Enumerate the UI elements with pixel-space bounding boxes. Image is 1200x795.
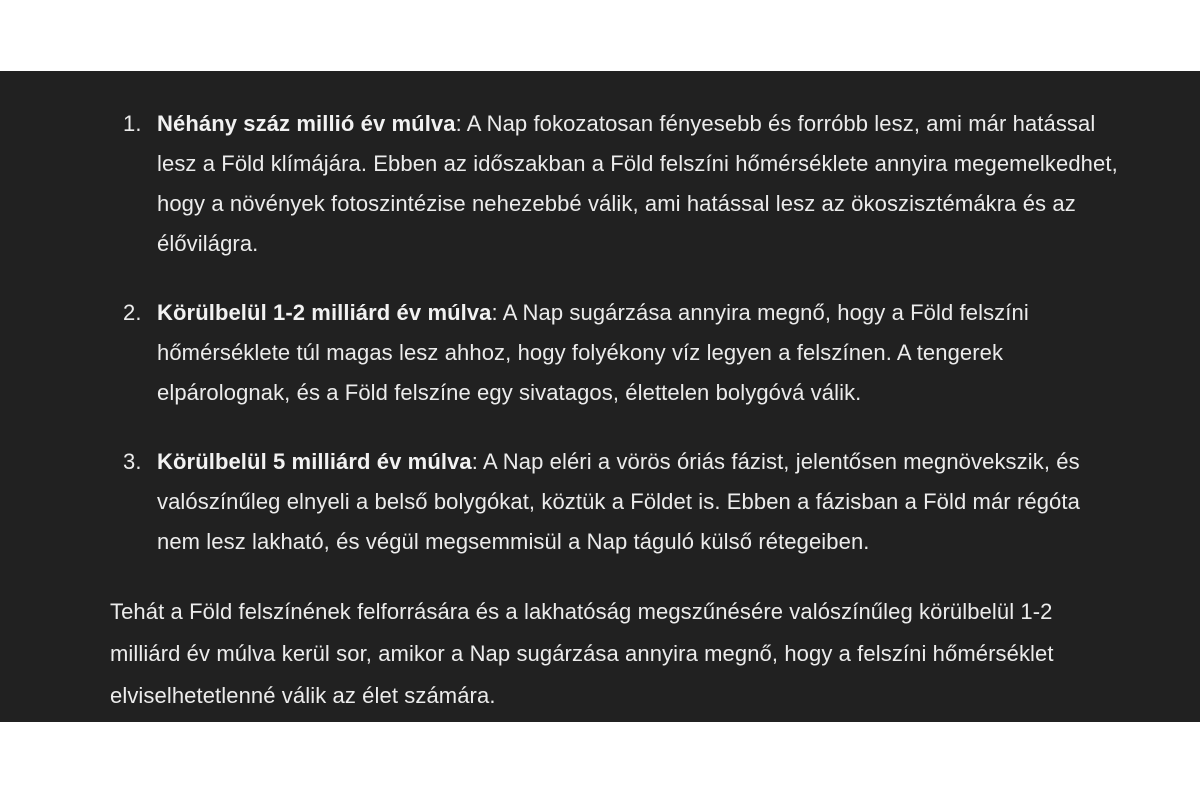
list-item	[110, 293, 1128, 413]
list-item	[110, 442, 1128, 562]
answer-content	[110, 104, 1128, 717]
list-item	[110, 104, 1128, 264]
chat-answer-panel	[0, 71, 1200, 722]
list-item-text	[157, 104, 1128, 264]
closing-paragraph: Tehát a Föld felszínének felforrására és a lakhatóság megszűnésére valószínűleg körülbelül 1-2 milliárd év múlva kerül sor, amikor a Nap sugárzása annyira megnő, hogy a felszíni hőmérséklet elviselhetetlenné válik az élet számára.	[110, 599, 1054, 708]
list-item-number: 2.	[123, 300, 142, 325]
list-item-text	[157, 442, 1128, 562]
list-item-description: : A Nap eléri a vörös óriás fázist, jelentősen megnövekszik, és valószínűleg elnyeli a belső bolygókat, köztük a Földet is. Ebben a fázisban a Föld már régóta nem lesz lakható, és végül megsemmisül a Nap táguló külső rétegeiben.	[157, 449, 1080, 554]
list-item-number: 3.	[123, 449, 142, 474]
list-item-lead: Néhány száz millió év múlva	[157, 111, 456, 136]
list-item-lead: Körülbelül 1-2 milliárd év múlva	[157, 300, 492, 325]
list-item-description: : A Nap fokozatosan fényesebb és forróbb lesz, ami már hatással lesz a Föld klímájára. Ebben az időszakban a Föld felszíni hőmérséklete annyira megemelkedhet, hogy a növények fotoszintézise nehezebbé válik, ami hatással lesz az ökoszisztémákra és az élővilágra.	[157, 111, 1118, 256]
list-item-number: 1.	[123, 111, 142, 136]
numbered-list	[110, 104, 1128, 562]
list-item-text	[157, 293, 1128, 413]
list-item-description: : A Nap sugárzása annyira megnő, hogy a Föld felszíni hőmérséklete túl magas lesz ahhoz, hogy folyékony víz legyen a felszínen. A tengerek elpárolognak, és a Föld felszíne egy sivatagos, élettelen bolygóvá válik.	[157, 300, 1029, 405]
list-item-lead: Körülbelül 5 milliárd év múlva	[157, 449, 472, 474]
